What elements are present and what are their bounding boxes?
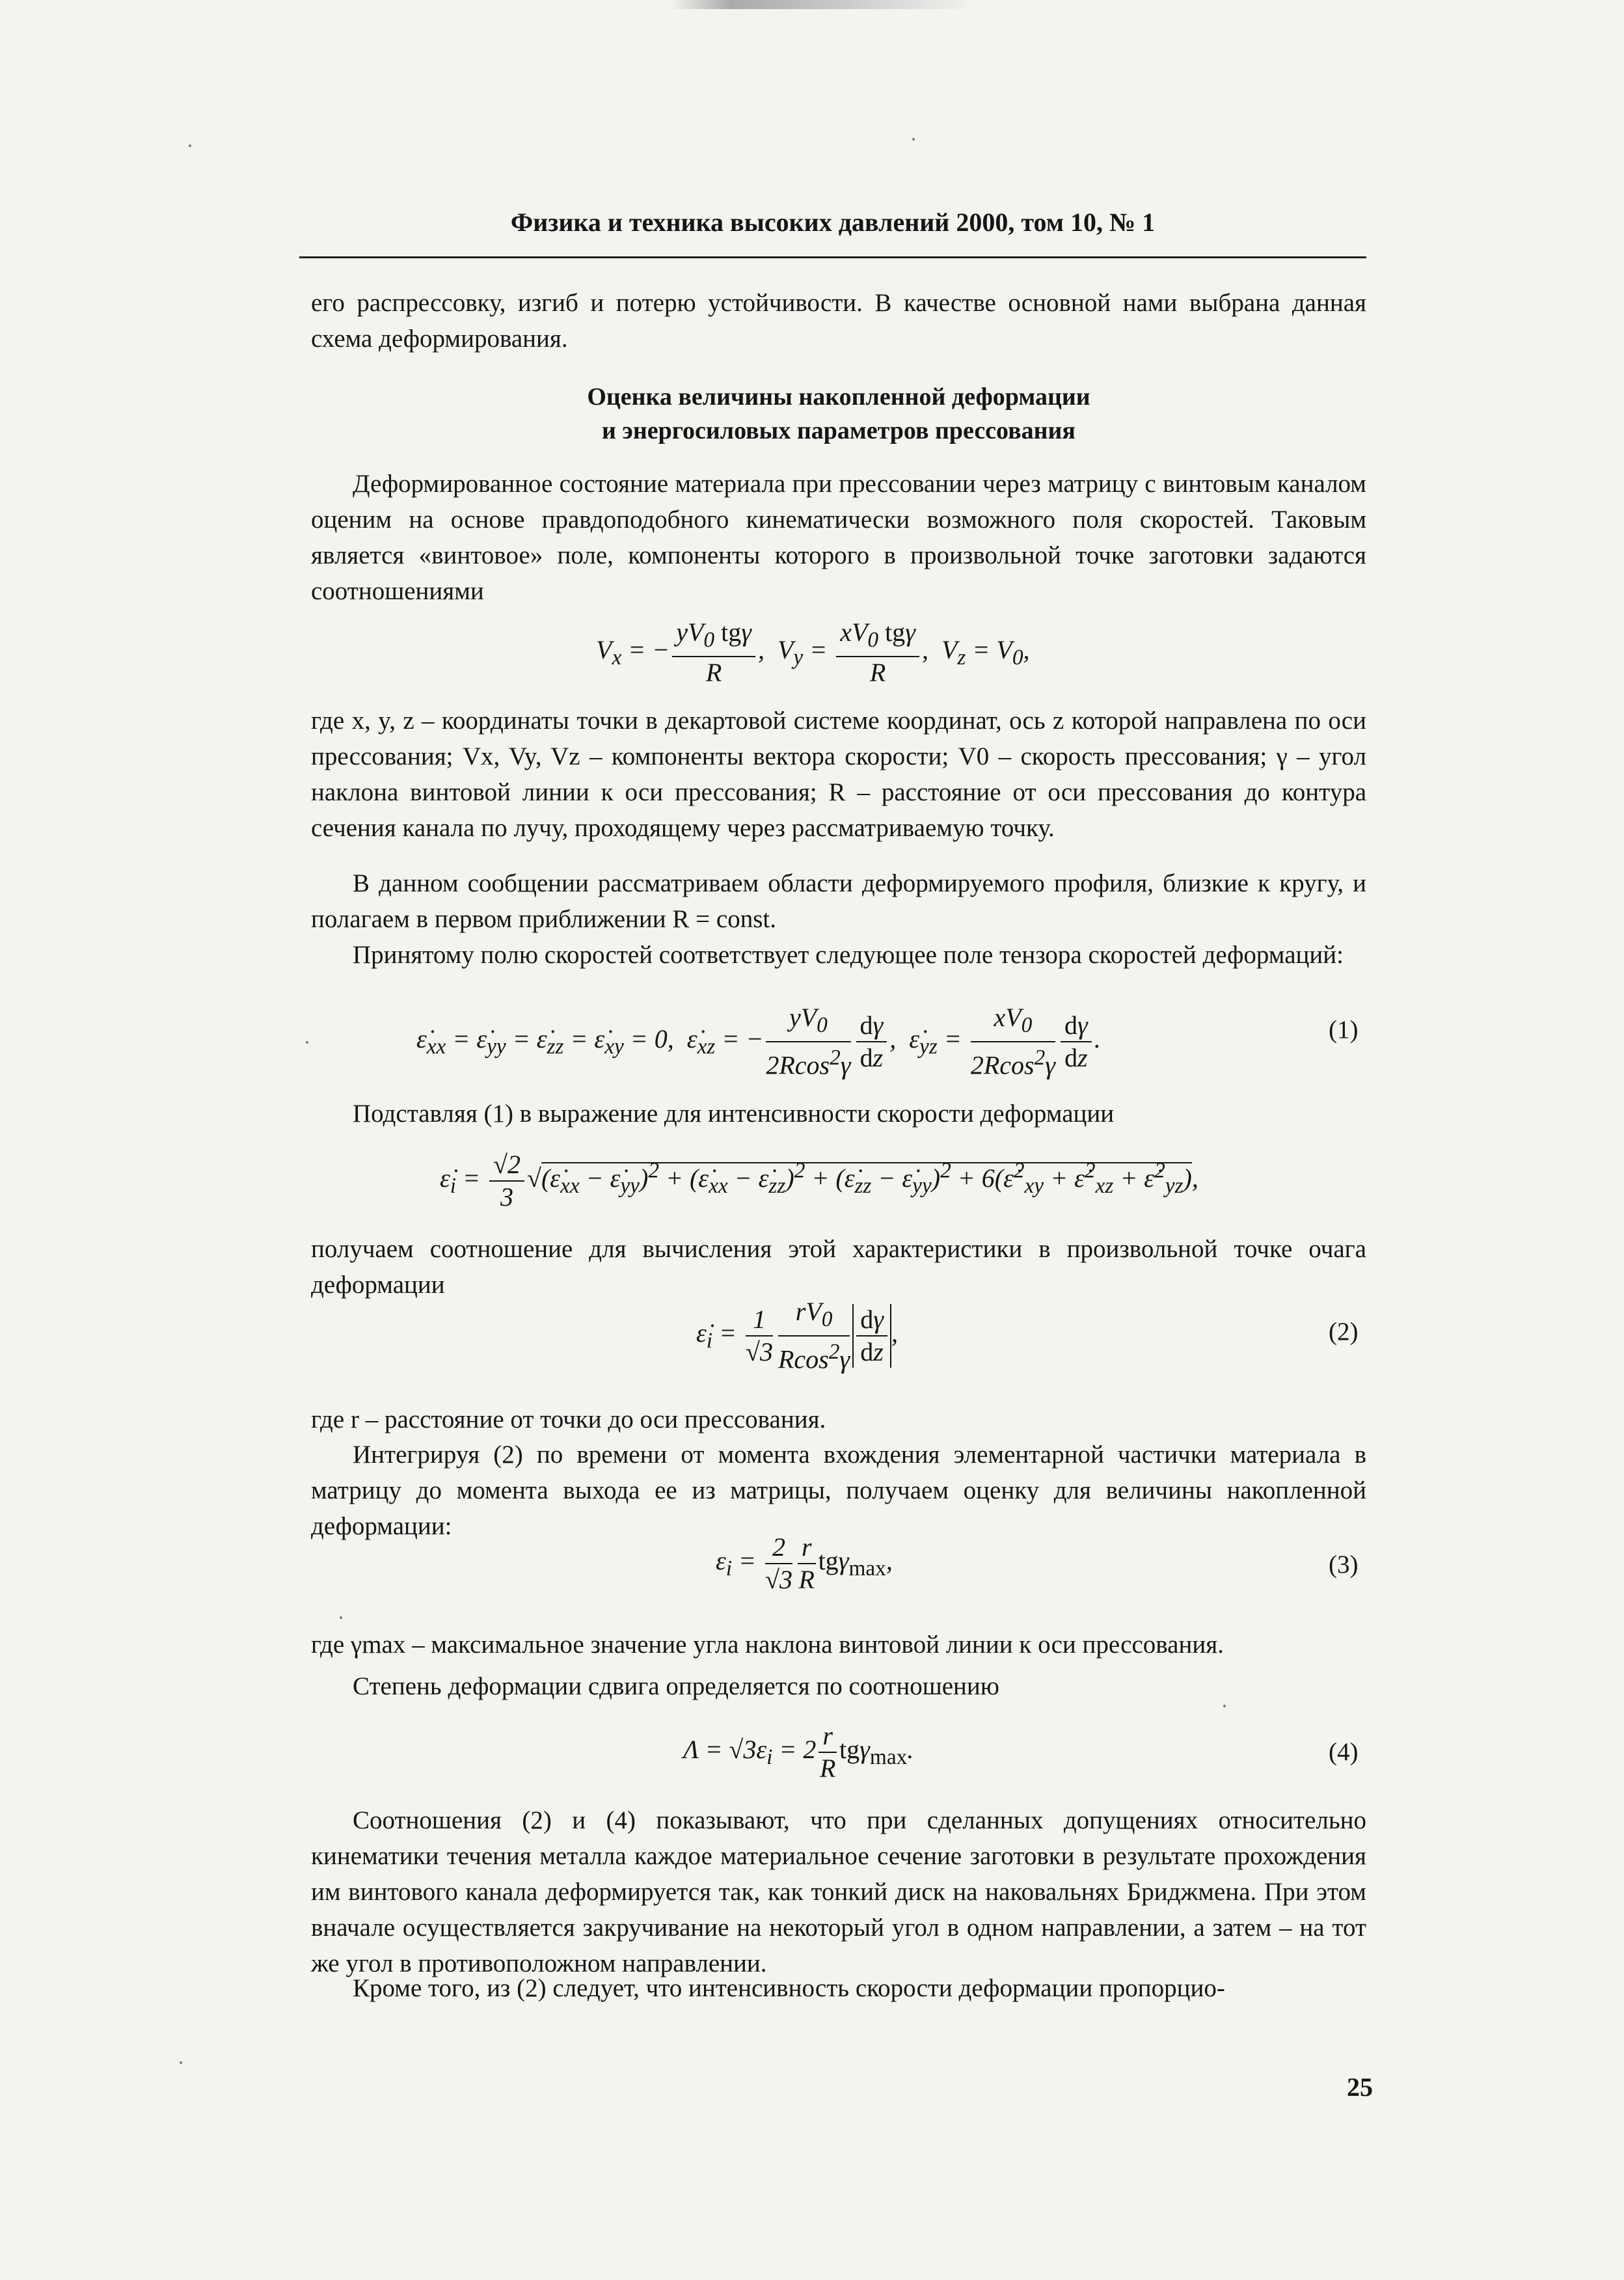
paragraph: Принятому полю скоростей соответствует следующее поле тензора скоростей деформаций: xyxy=(353,941,1344,969)
paragraph: где x, y, z – координаты точки в декартовой системе координат, ось z которой направлена по оси прессования; Vx, Vy, Vz – компоненты вектора скорости; V0 – скорость прессования; γ – угол наклона винтовой линии к оси прессования; R – расстояние от оси прессования до контура сечения канала по лучу, проходящему через рассматриваемую точку. xyxy=(311,707,1366,842)
equation-number: (1) xyxy=(1329,1016,1359,1044)
strain-rate-point-formula: $\varepsiloṅ_i$ = $\frac{1}{√3}$ $\frac{rV_0}{Rcos^2\gamma}$ $\frac{d\gamma}{dz}$ , xyxy=(696,1297,898,1374)
equation-number: (2) xyxy=(1329,1318,1359,1346)
paragraph: где r – расстояние от точки до оси прессования. xyxy=(311,1405,826,1433)
scan-speck xyxy=(180,2061,182,2064)
shear-strain-formula: $\Lambda = √3\varepsilon_i = 2$ $\frac{r}{R}$ tgγ$_{max}$. xyxy=(683,1721,914,1783)
paragraph: Подставляя (1) в выражение для интенсивности скорости деформации xyxy=(353,1100,1115,1128)
velocity-field-formula: $V_x$ = − $\frac{yV_0 tg\gamma}{R}$ , $V_y$ = $\frac{xV_0 tg\gamma}{R}$ , $V_z = V_0$, xyxy=(596,618,1030,687)
equation-number: (3) xyxy=(1329,1551,1359,1579)
paragraph: Кроме того, из (2) следует, что интенсивность скорости деформации пропорцио- xyxy=(353,1974,1225,2002)
section-heading-line: и энергосиловых параметров прессования xyxy=(602,417,1076,444)
accumulated-strain-formula: $\varepsilon_i$ = $\frac{2}{√3}$ $\frac{r}{R}$ tgγ$_{max}$, xyxy=(716,1532,893,1594)
strain-rate-intensity-formula: $\varepsiloṅ_i$ = $\frac{√2}{3}$ $√(\varepsiloṅ_{xx}$ − $\varepsiloṅ_{yy})^2$ + ($\varepsiloṅ_{xx}$ − $\varepsiloṅ_{zz})^2$ + ($\varepsiloṅ_{zz}$ − $\varepsiloṅ_{yy})^2$ + 6(ε̇$^2_{xy}$ + ε̇$^2_{xz}$ + ε̇$^2_{yz}$), xyxy=(440,1150,1198,1212)
paragraph: Интегрируя (2) по времени от момента вхождения элементарной частички материала в матрицу до момента выхода ее из матрицы, получаем оценку для величины накопленной деформации: xyxy=(311,1441,1366,1540)
paragraph: получаем соотношение для вычисления этой характеристики в произвольной точке очага деформации xyxy=(311,1235,1366,1299)
header-rule xyxy=(299,256,1366,258)
scan-artifact xyxy=(670,0,976,9)
paragraph: В данном сообщении рассматриваем области деформируемого профиля, близкие к кругу, и полагаем в первом приближении R = const. xyxy=(311,869,1366,933)
strain-rate-tensor-formula: $\varepsiloṅ_{xx}$ = $\varepsiloṅ_{yy}$ = $\varepsiloṅ_{zz}$ = $\varepsiloṅ_{xy} = 0$, $\varepsiloṅ_{xz}$ = − $\frac{yV_0}{2Rcos^2\gamma}$ $\frac{d\gamma}{dz}$ , $\varepsiloṅ_{yz}$ = $\frac{xV_0}{2Rcos^2\gamma}$ $\frac{d\gamma}{dz}$ . xyxy=(416,1003,1101,1080)
scan-speck xyxy=(189,144,191,147)
page-number: 25 xyxy=(1347,2072,1373,2102)
paragraph: Степень деформации сдвига определяется по соотношению xyxy=(353,1672,999,1700)
scan-speck xyxy=(1223,1705,1226,1707)
journal-header: Физика и техника высоких давлений 2000, том 10, № 1 xyxy=(510,208,1156,237)
paragraph: Деформированное состояние материала при прессовании через матрицу с винтовым каналом оценим на основе правдоподобного кинематически возможного поля скоростей. Таковым является «винтовое» поле, компоненты которого в произвольной точке заготовки задаются соотношениями xyxy=(311,470,1366,605)
scan-speck xyxy=(306,1041,308,1044)
paragraph: Соотношения (2) и (4) показывают, что при сделанных допущениях относительно кинематики течения металла каждое материальное сечение заготовки в результате прохождения им винтового канала деформируется так, как тонкий диск на наковальнях Бриджмена. При этом вначале осуществляется закручивание на некоторый угол в одном направлении, а затем – на тот же угол в противоположном направлении. xyxy=(311,1806,1366,1977)
paragraph: его распрессовку, изгиб и потерю устойчивости. В качестве основной нами выбрана данная схема деформирования. xyxy=(311,289,1366,353)
scan-speck xyxy=(912,138,915,141)
equation-number: (4) xyxy=(1329,1738,1359,1766)
section-heading xyxy=(311,380,1366,448)
scan-speck xyxy=(340,1616,342,1619)
section-heading-line: Оценка величины накопленной деформации xyxy=(587,383,1090,411)
paragraph: где γmax – максимальное значение угла наклона винтовой линии к оси прессования. xyxy=(311,1631,1224,1659)
